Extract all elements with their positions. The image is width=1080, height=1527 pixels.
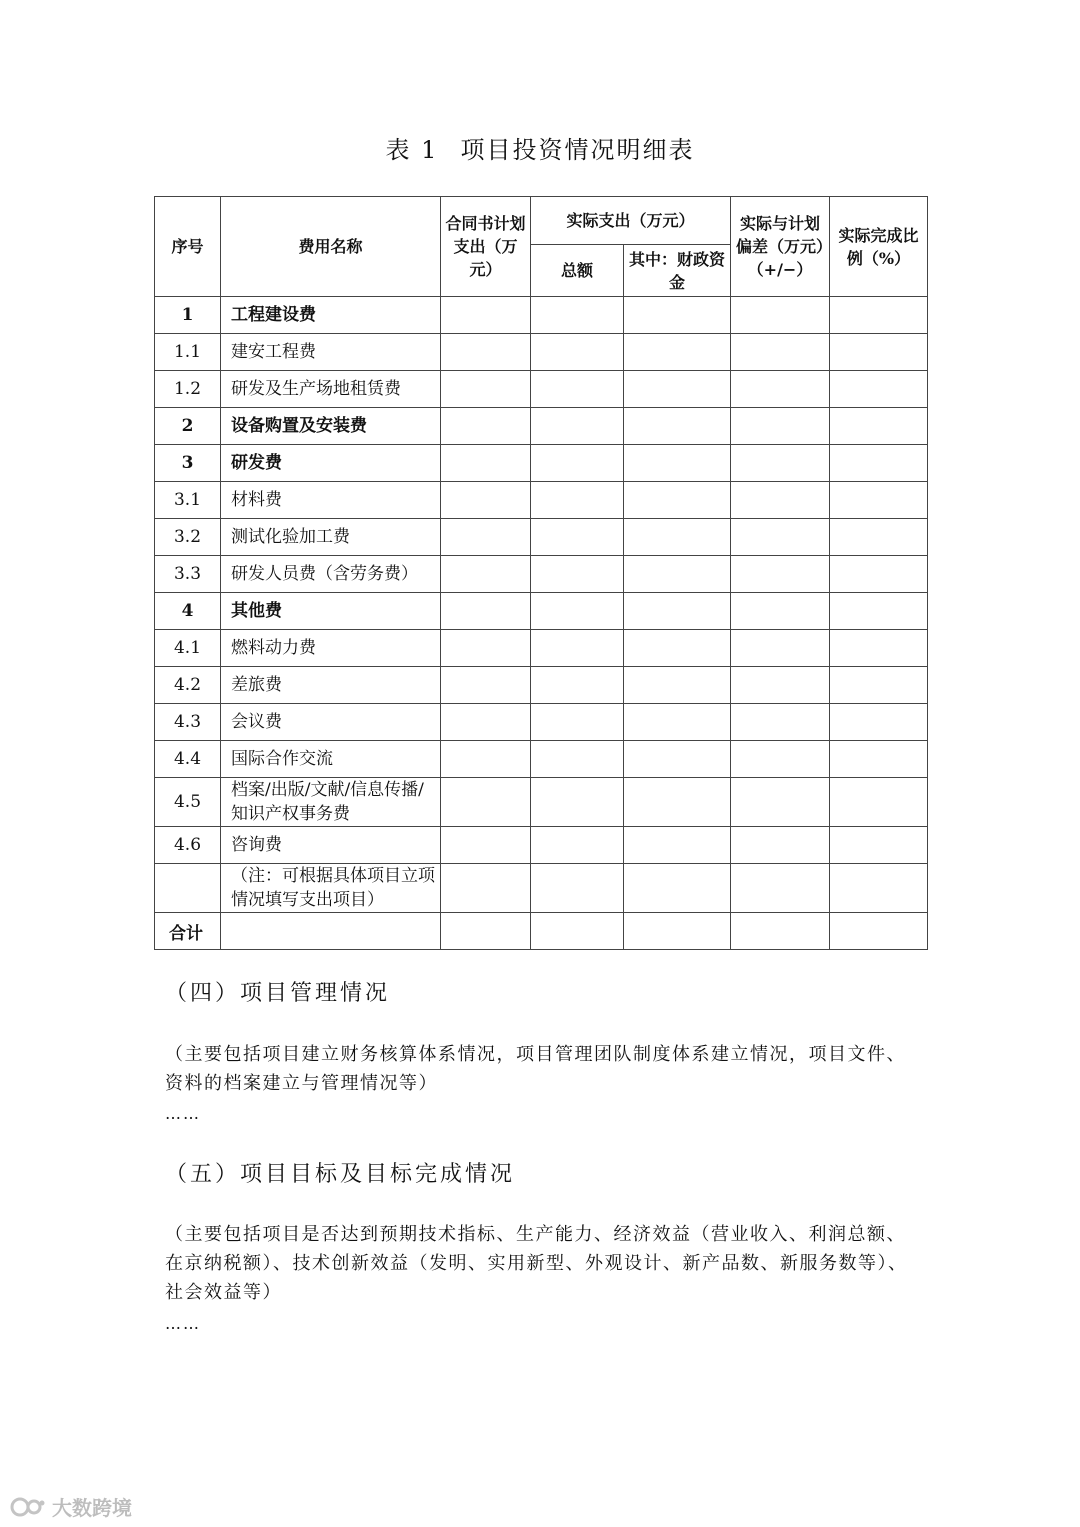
table-cell xyxy=(624,334,731,371)
table-cell xyxy=(531,519,624,556)
table-cell xyxy=(624,827,731,864)
table-cell xyxy=(830,827,928,864)
table-cell xyxy=(731,593,830,630)
table-row xyxy=(155,445,928,482)
section-5-body: （主要包括项目是否达到预期技术指标、生产能力、经济效益（营业收入、利润总额、在京纳税额）、技术创新效益（发明、实用新型、外观设计、新产品数、新服务数等）、社会效益等） xyxy=(165,1224,908,1303)
table-cell xyxy=(731,482,830,519)
table-cell xyxy=(441,445,531,482)
row-seq: 1.2 xyxy=(155,371,221,408)
table-cell xyxy=(830,913,928,950)
table-cell xyxy=(731,630,830,667)
table-row xyxy=(155,741,928,778)
table-row xyxy=(155,704,928,741)
table-cell xyxy=(731,297,830,334)
table-cell xyxy=(624,630,731,667)
table-cell xyxy=(624,445,731,482)
row-name: 材料费 xyxy=(221,482,441,519)
table-cell xyxy=(531,371,624,408)
table-cell xyxy=(221,913,441,950)
row-seq: 3.3 xyxy=(155,556,221,593)
table-cell xyxy=(441,630,531,667)
table-cell xyxy=(830,630,928,667)
section-5-dots: …… xyxy=(165,1314,201,1333)
row-name: 研发及生产场地租赁费 xyxy=(221,371,441,408)
row-name: 燃料动力费 xyxy=(221,630,441,667)
table-cell xyxy=(441,408,531,445)
table-cell xyxy=(624,593,731,630)
table-cell xyxy=(830,334,928,371)
table-cell xyxy=(441,667,531,704)
header-contract-plan: 合同书计划支出（万元） xyxy=(441,197,531,297)
table-cell xyxy=(731,778,830,827)
header-deviation: 实际与计划偏差（万元）（+/−） xyxy=(731,197,830,297)
table-cell xyxy=(531,741,624,778)
row-name: 档案/出版/文献/信息传播/知识产权事务费 xyxy=(221,778,441,827)
section-4-title: （四）项目管理情况 xyxy=(165,981,391,1006)
table-row xyxy=(155,556,928,593)
table-row xyxy=(155,667,928,704)
table-cell xyxy=(441,913,531,950)
table-cell xyxy=(624,371,731,408)
table-cell xyxy=(624,667,731,704)
table-row xyxy=(155,827,928,864)
header-actual-total: 总额 xyxy=(531,245,624,297)
table-cell xyxy=(441,482,531,519)
table-cell xyxy=(731,667,830,704)
table-cell xyxy=(830,482,928,519)
table-cell xyxy=(531,630,624,667)
table-cell xyxy=(624,741,731,778)
table-cell xyxy=(441,864,531,913)
watermark xyxy=(10,1492,132,1521)
table-cell xyxy=(441,704,531,741)
row-seq: 4 xyxy=(155,593,221,630)
table-cell xyxy=(441,827,531,864)
total-label: 合计 xyxy=(155,913,221,950)
table-cell xyxy=(441,334,531,371)
table-row xyxy=(155,482,928,519)
row-seq: 1.1 xyxy=(155,334,221,371)
table-cell xyxy=(624,778,731,827)
row-name: 国际合作交流 xyxy=(221,741,441,778)
table-cell xyxy=(731,519,830,556)
table-row xyxy=(155,519,928,556)
table-cell xyxy=(441,778,531,827)
table-cell xyxy=(531,445,624,482)
table-cell xyxy=(624,408,731,445)
table-cell xyxy=(731,913,830,950)
table-cell xyxy=(624,913,731,950)
row-seq: 4.3 xyxy=(155,704,221,741)
table-cell xyxy=(441,519,531,556)
table-row xyxy=(155,371,928,408)
header-seq: 序号 xyxy=(155,197,221,297)
row-name: （注：可根据具体项目立项情况填写支出项目） xyxy=(221,864,441,913)
table-cell xyxy=(531,778,624,827)
table-cell xyxy=(830,778,928,827)
table-cell xyxy=(531,556,624,593)
table-cell xyxy=(731,704,830,741)
table-cell xyxy=(830,741,928,778)
table-cell xyxy=(624,519,731,556)
table-cell xyxy=(624,556,731,593)
row-seq: 3.1 xyxy=(155,482,221,519)
table-cell xyxy=(531,408,624,445)
table-cell xyxy=(531,482,624,519)
table-row xyxy=(155,630,928,667)
table-cell xyxy=(830,593,928,630)
row-name: 其他费 xyxy=(221,593,441,630)
table-cell xyxy=(830,445,928,482)
table-cell xyxy=(830,704,928,741)
table-cell xyxy=(441,556,531,593)
table-row xyxy=(155,864,928,913)
row-name: 建安工程费 xyxy=(221,334,441,371)
table-cell xyxy=(830,864,928,913)
watermark-text: 大数跨境 xyxy=(52,1496,132,1520)
row-seq: 4.5 xyxy=(155,778,221,827)
section-4-dots: …… xyxy=(165,1104,201,1123)
table-cell xyxy=(830,667,928,704)
investment-detail-table xyxy=(154,196,928,950)
table-row xyxy=(155,778,928,827)
table-cell xyxy=(624,297,731,334)
row-seq: 2 xyxy=(155,408,221,445)
table-row xyxy=(155,334,928,371)
section-5-title: （五）项目目标及目标完成情况 xyxy=(165,1162,516,1187)
row-seq: 4.1 xyxy=(155,630,221,667)
table-cell xyxy=(624,482,731,519)
table-cell xyxy=(441,593,531,630)
header-actual: 实际支出（万元） xyxy=(531,197,731,245)
table-title-text: 项目投资情况明细表 xyxy=(460,136,695,164)
table-cell xyxy=(624,864,731,913)
header-completion: 实际完成比例（%） xyxy=(830,197,928,297)
table-row xyxy=(155,408,928,445)
section-4-body: （主要包括项目建立财务核算体系情况，项目管理团队制度体系建立情况，项目文件、资料的档案建立与管理情况等） xyxy=(165,1044,906,1094)
table-number: 表 1 xyxy=(385,136,439,164)
row-name: 测试化验加工费 xyxy=(221,519,441,556)
table-cell xyxy=(531,913,624,950)
table-cell xyxy=(531,827,624,864)
table-cell xyxy=(731,864,830,913)
table-cell xyxy=(531,593,624,630)
row-seq: 3 xyxy=(155,445,221,482)
row-name: 研发人员费（含劳务费） xyxy=(221,556,441,593)
row-seq xyxy=(155,864,221,913)
table-cell xyxy=(531,334,624,371)
row-seq: 1 xyxy=(155,297,221,334)
table-cell xyxy=(830,556,928,593)
row-seq: 4.2 xyxy=(155,667,221,704)
table-cell xyxy=(731,445,830,482)
header-name: 费用名称 xyxy=(221,197,441,297)
table-row xyxy=(155,593,928,630)
table-cell xyxy=(830,371,928,408)
row-name: 设备购置及安装费 xyxy=(221,408,441,445)
table-cell xyxy=(830,408,928,445)
table-cell xyxy=(830,519,928,556)
table-cell xyxy=(441,297,531,334)
table-cell xyxy=(731,371,830,408)
table-cell xyxy=(830,297,928,334)
table-cell xyxy=(531,864,624,913)
table-cell xyxy=(731,556,830,593)
table-cell xyxy=(531,704,624,741)
table-cell xyxy=(441,371,531,408)
table-cell xyxy=(531,297,624,334)
table-cell xyxy=(624,704,731,741)
row-name: 差旅费 xyxy=(221,667,441,704)
table-cell xyxy=(731,408,830,445)
row-seq: 3.2 xyxy=(155,519,221,556)
row-name: 咨询费 xyxy=(221,827,441,864)
table-cell xyxy=(731,334,830,371)
row-name: 会议费 xyxy=(221,704,441,741)
brand-logo-icon xyxy=(10,1495,46,1519)
table-title xyxy=(0,130,1080,165)
header-actual-fiscal: 其中：财政资金 xyxy=(624,245,731,297)
row-name: 工程建设费 xyxy=(221,297,441,334)
row-seq: 4.6 xyxy=(155,827,221,864)
table-cell xyxy=(731,741,830,778)
table-cell xyxy=(731,827,830,864)
table-cell xyxy=(441,741,531,778)
table-row xyxy=(155,297,928,334)
table-cell xyxy=(531,667,624,704)
row-seq: 4.4 xyxy=(155,741,221,778)
row-name: 研发费 xyxy=(221,445,441,482)
